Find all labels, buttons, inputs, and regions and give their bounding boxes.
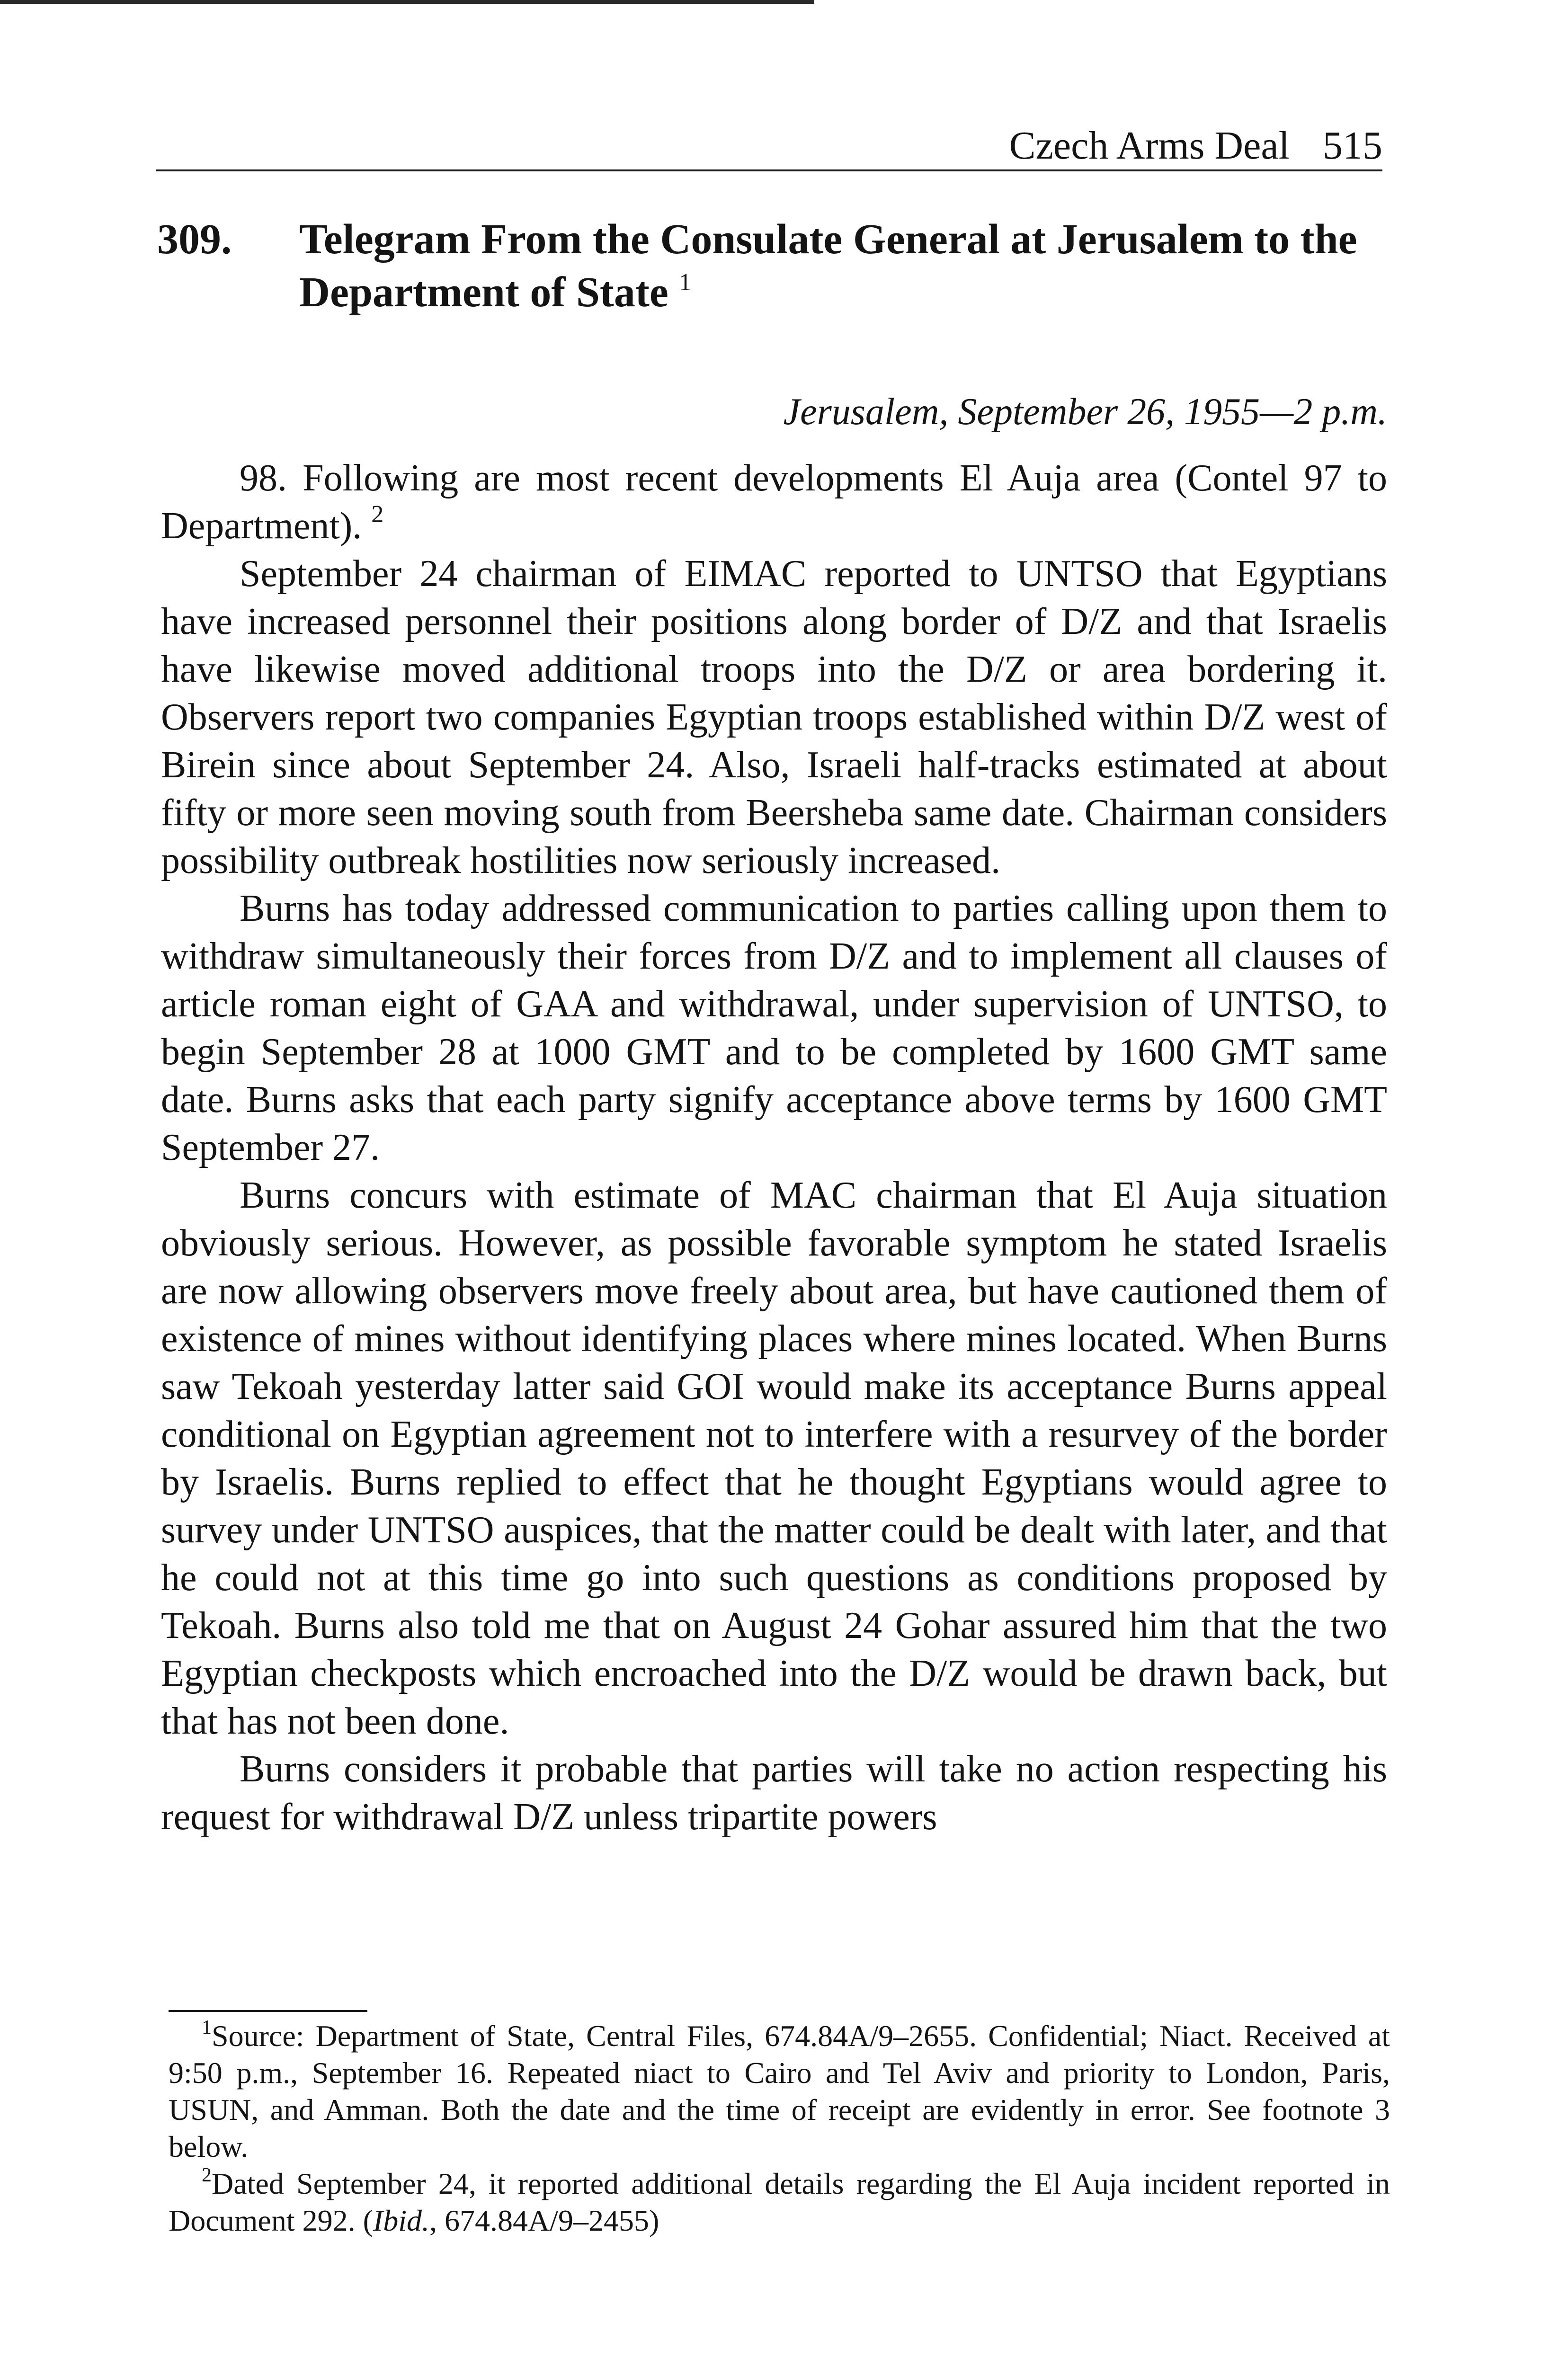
body-paragraph-3: Burns has today addressed communication to parties calling upon them to withdraw simultaneously their forces from D/Z and to implement all clauses of article roman eight of GAA and withdrawal, under supervision of UNTSO, to begin September 28 at 1000 GMT and to be completed by 1600 GMT same date. Burns asks that each party signify acceptance above terms by 1600 GMT September 27. xyxy=(161,888,1387,1168)
top-edge-rule xyxy=(0,0,814,4)
body-paragraph-5: Burns considers it probable that parties will take no action respecting his request for withdrawal D/Z unless tripartite powers xyxy=(161,1748,1387,1838)
footnote-ref-2[interactable]: 2 xyxy=(371,501,384,528)
dateline: Jerusalem, September 26, 1955—2 p.m. xyxy=(783,391,1387,433)
document-number: 309. xyxy=(157,216,232,263)
running-head xyxy=(156,122,1382,171)
footnote-separator xyxy=(169,2010,367,2012)
footnote-2-text: Dated September 24, it reported additional details regarding the El Auja incident reported in Document 292. ( xyxy=(169,2167,1390,2237)
body-paragraph-1-text: 98. Following are most recent developments El Auja area (Contel 97 to Department). xyxy=(161,457,1387,547)
body-paragraph-1 xyxy=(161,454,1387,550)
footnote-2 xyxy=(169,2165,1390,2239)
body-paragraph-4: Burns concurs with estimate of MAC chairman that El Auja situation obviously serious. However, as possible favorable symptom he stated Israelis are now allowing observers move freely about area, but have cautioned them of existence of mines without identifying places where mines located. When Burns saw Tekoah yesterday latter said GOI would make its acceptance Burns appeal conditional on Egyptian agreement not to interfere with a resurvey of the border by Israelis. Burns replied to effect that he thought Egyptians would agree to survey under UNTSO auspices, that the matter could be dealt with later, and that he could not at this time go into such questions as conditions proposed by Tekoah. Burns also told me that on August 24 Gohar assured him that the two Egyptian checkposts which encroached into the D/Z would be drawn back, but that has not been done. xyxy=(161,1175,1387,1742)
document-title-text: Telegram From the Consulate General at Jerusalem to the Department of State xyxy=(299,216,1357,316)
footnote-1-text: Source: Department of State, Central Files, 674.84A/9–2655. Confidential; Niact. Received at 9:50 p.m., September 16. Repeated niact to Cairo and Tel Aviv and priority to London, Paris, USUN, and Amman. Both the date and the time of receipt are evidently in error. See footnote 3 below. xyxy=(169,2019,1390,2163)
footnote-1-marker: 1 xyxy=(202,2017,212,2038)
footnote-2-text-end: , 674.84A/9–2455) xyxy=(429,2204,659,2237)
telegram-body xyxy=(161,454,1387,1841)
footnote-ref-1[interactable]: 1 xyxy=(679,269,692,296)
running-head-title: Czech Arms Deal xyxy=(1009,124,1290,168)
footnote-2-marker: 2 xyxy=(202,2164,212,2186)
footnote-2-citation: Ibid. xyxy=(373,2204,429,2237)
body-paragraph-2: September 24 chairman of EIMAC reported to UNTSO that Egyptians have increased personnel their positions along border of D/Z and that Israelis have likewise moved additional troops into the D/Z or area bordering it. Observers report two companies Egyptian troops established within D/Z west of Birein since about September 24. Also, Israeli half-tracks estimated at about fifty or more seen moving south from Beersheba same date. Chairman considers possibility outbreak hostilities now seriously increased. xyxy=(161,553,1387,881)
footnotes xyxy=(169,2018,1390,2239)
document-title xyxy=(299,213,1388,319)
document-heading xyxy=(157,213,1388,319)
footnote-1 xyxy=(169,2018,1390,2165)
page-number: 515 xyxy=(1323,124,1382,168)
